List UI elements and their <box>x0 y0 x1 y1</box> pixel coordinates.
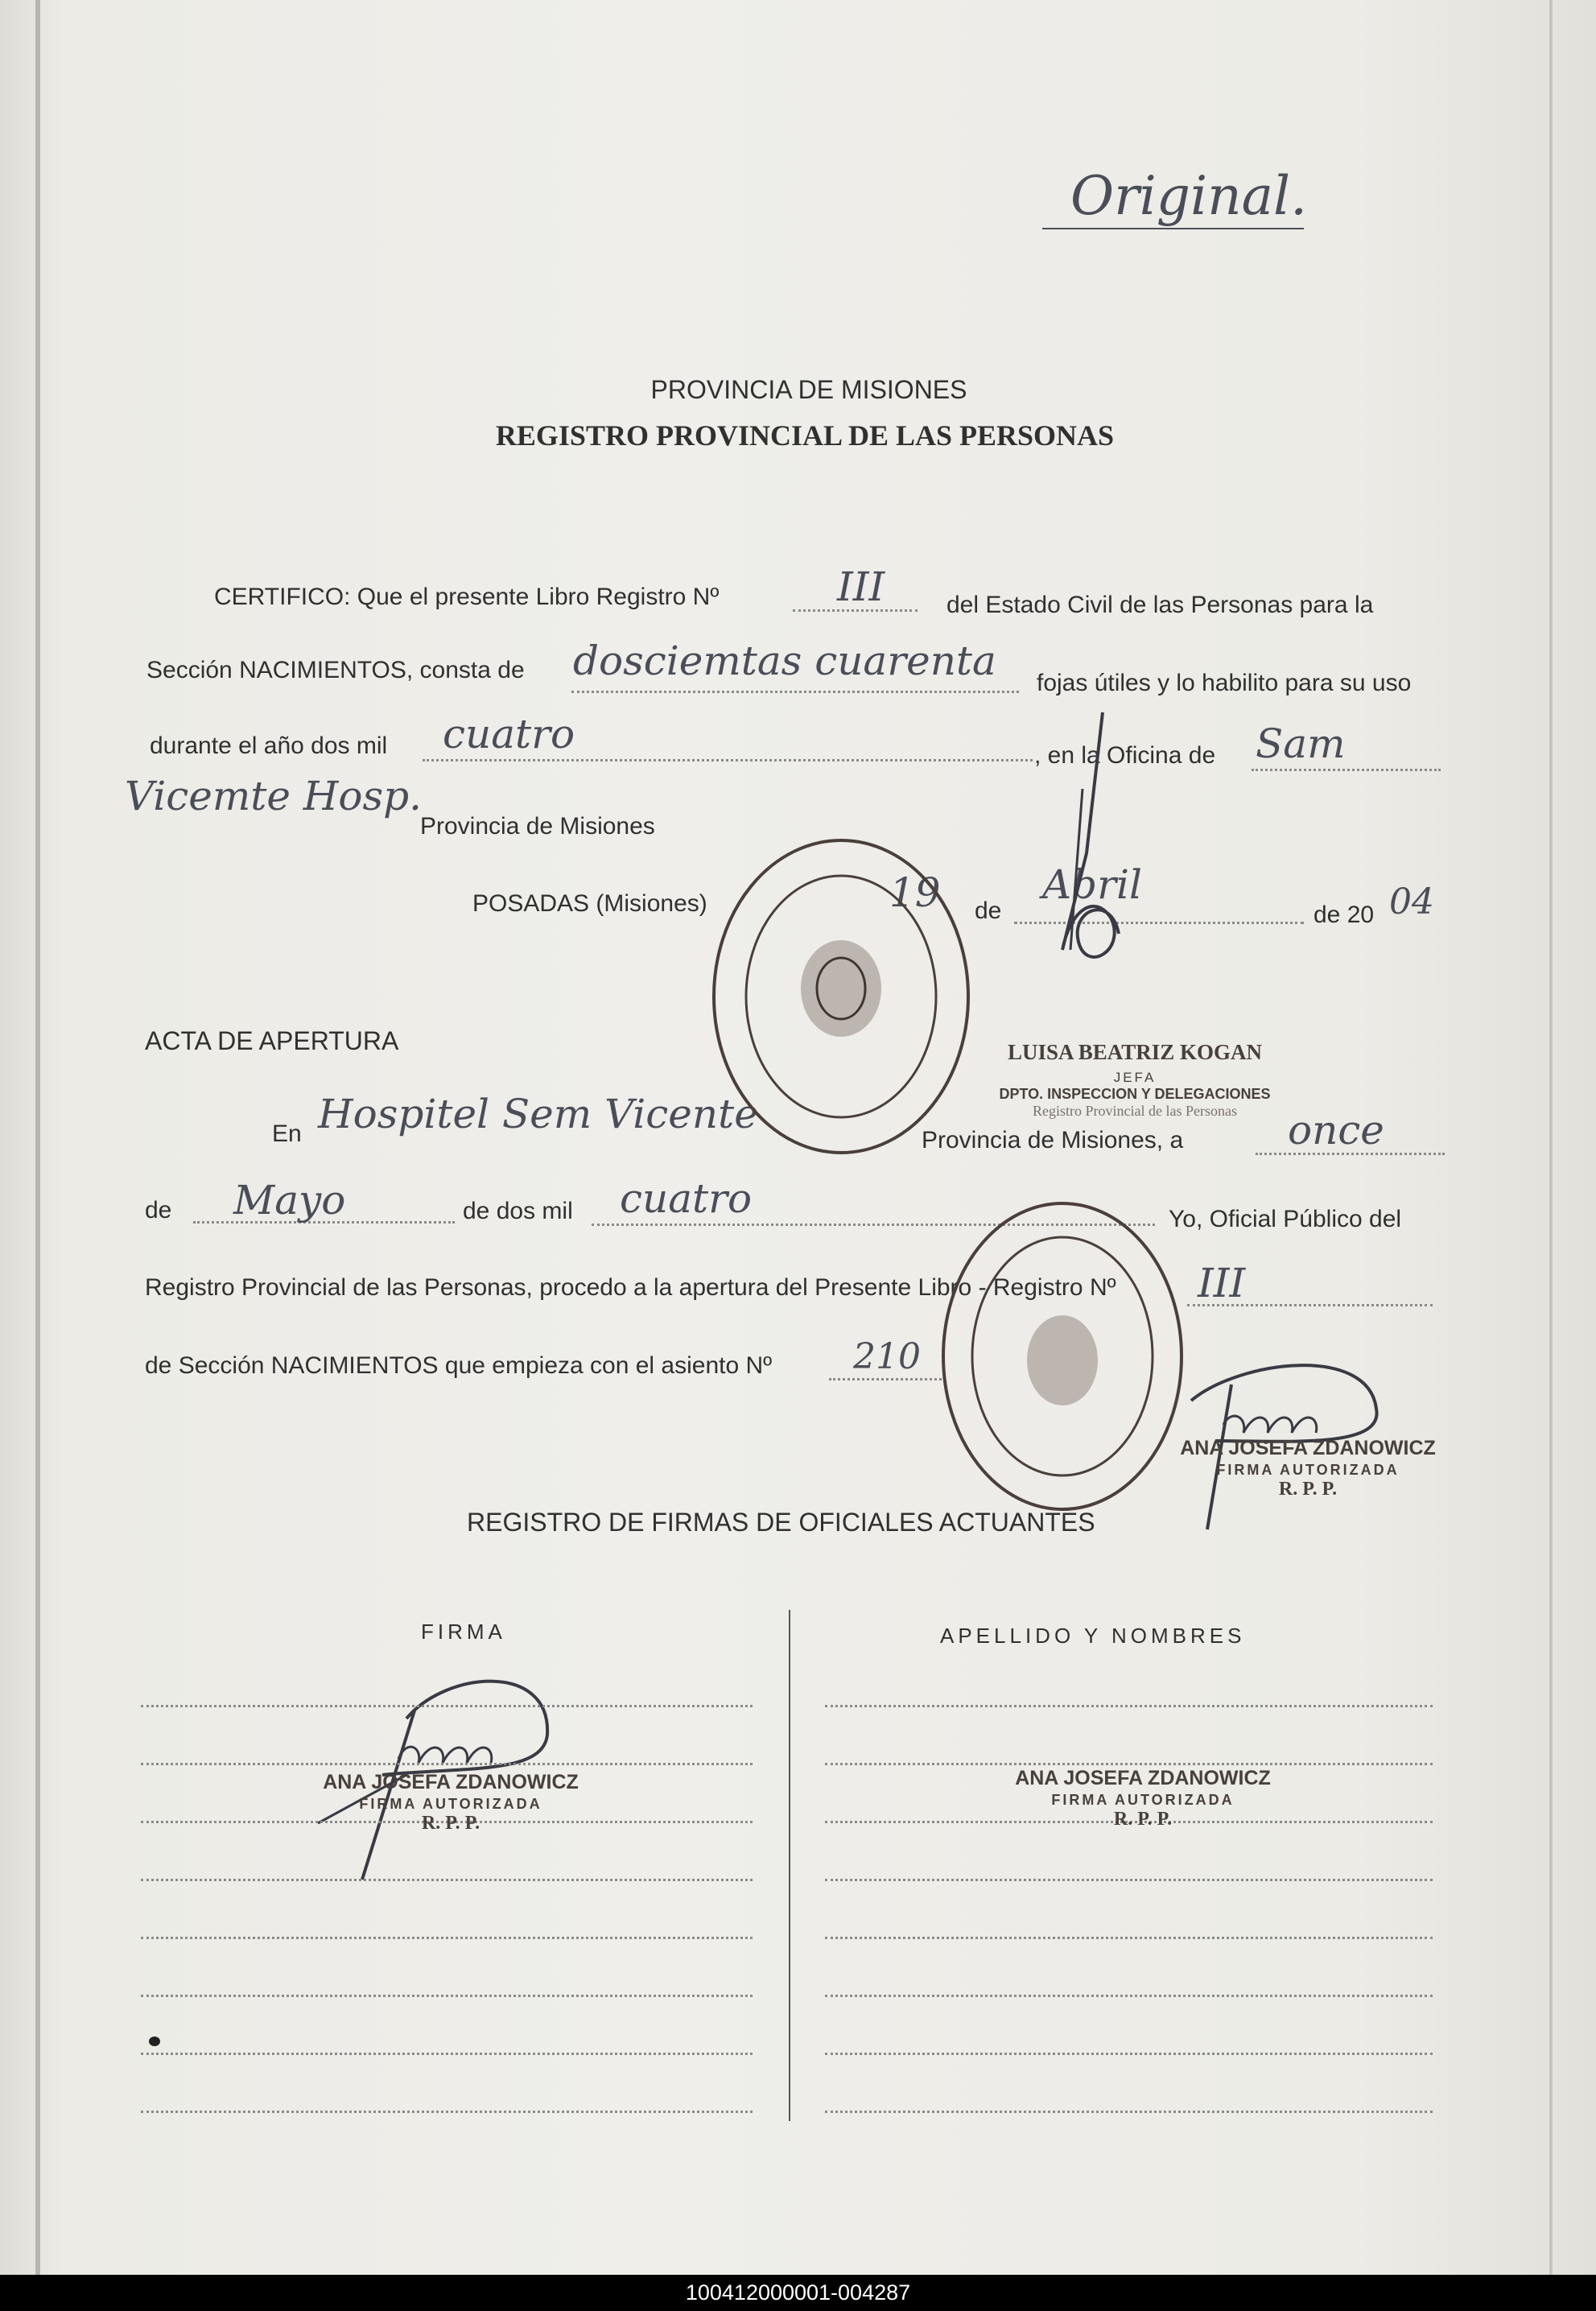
cert-line2-prefix: Sección NACIMIENTOS, consta de <box>146 657 525 683</box>
official-stamp-2 <box>290 1771 612 1834</box>
official-stamp-1-title: FIRMA AUTORIZADA <box>1216 1462 1400 1478</box>
col-apellido-nombres: APELLIDO Y NOMBRES <box>940 1624 1246 1648</box>
registry-heading: REGISTRO PROVINCIAL DE LAS PERSONAS <box>495 419 1115 452</box>
apertura-de: de <box>145 1197 172 1224</box>
signature-row-line <box>141 1995 753 1997</box>
cert-de2: de 20 <box>1314 902 1375 928</box>
signature-row-line <box>141 2111 753 2113</box>
official-stamp-3 <box>982 1767 1304 1830</box>
cert-place: POSADAS (Misiones) <box>472 890 707 917</box>
name-row-line <box>825 2111 1433 2113</box>
apertura-yo: Yo, Oficial Público del <box>1169 1206 1402 1232</box>
signature-row-line <box>141 1705 753 1707</box>
jefa-stamp-registry: Registro Provincial de las Personas <box>1033 1103 1237 1119</box>
apertura-book-number: III <box>1198 1260 1246 1306</box>
apertura-year-words: cuatro <box>620 1175 753 1222</box>
apertura-entry-number: 210 <box>853 1336 921 1377</box>
jefa-stamp <box>942 1040 1328 1120</box>
cert-month: Abril <box>1042 861 1142 908</box>
cert-office-part1: Sam <box>1256 720 1346 767</box>
official-stamp-1 <box>1147 1437 1469 1500</box>
apertura-prov: Provincia de Misiones, a <box>922 1127 1184 1153</box>
signature-row-line <box>141 2053 753 2055</box>
official-stamp-3-org: R. P. P. <box>1113 1809 1173 1830</box>
official-stamp-2-name: ANA JOSEFA ZDANOWICZ <box>323 1771 579 1793</box>
book-edge-left <box>35 0 40 2278</box>
original-underline <box>1042 228 1304 229</box>
jefa-stamp-title: JEFA <box>1113 1070 1157 1085</box>
cert-line1-prefix: CERTIFICO: Que el presente Libro Registro Nº <box>214 584 720 610</box>
ink-dot <box>149 2037 160 2046</box>
name-row-line <box>825 1705 1433 1707</box>
signature-row-line <box>141 1763 753 1765</box>
cert-line4-suffix: Provincia de Misiones <box>420 813 655 840</box>
cert-day: 19 <box>889 869 941 916</box>
province-heading: PROVINCIA DE MISIONES <box>650 375 967 404</box>
cert-de1: de <box>975 898 1002 924</box>
col-firma: FIRMA <box>421 1620 506 1644</box>
official-stamp-3-name: ANA JOSEFA ZDANOWICZ <box>1015 1767 1271 1789</box>
apertura-entry-field <box>829 1378 942 1380</box>
name-row-line <box>825 1763 1433 1765</box>
jefa-signature-icon <box>1038 708 1151 1030</box>
jefa-stamp-name: LUISA BEATRIZ KOGAN <box>1007 1040 1263 1064</box>
cert-line3-suffix: , en la Oficina de <box>1034 742 1216 769</box>
cert-office-field <box>1252 769 1441 771</box>
signatures-title: REGISTRO DE FIRMAS DE OFICIALES ACTUANTES <box>467 1508 1095 1537</box>
cert-year-digits: 04 <box>1389 881 1434 922</box>
cert-line3-prefix: durante el año dos mil <box>150 733 388 759</box>
ministry-seal-1 <box>708 836 974 1158</box>
name-row-line <box>825 1937 1433 1939</box>
official-stamp-1-org: R. P. P. <box>1278 1479 1338 1500</box>
apertura-month: Mayo <box>233 1177 346 1224</box>
book-edge-right <box>1549 0 1553 2278</box>
cert-office-part2: Vicemte Hosp. <box>125 773 423 819</box>
signature-row-line <box>141 1879 753 1881</box>
apertura-place: Hospitel Sem Vicente <box>318 1091 758 1137</box>
name-row-line <box>825 1879 1433 1881</box>
cert-year-field <box>423 759 1033 761</box>
official-stamp-1-name: ANA JOSEFA ZDANOWICZ <box>1180 1437 1436 1459</box>
official-stamp-2-org: R. P. P. <box>421 1813 480 1834</box>
signature-row-line <box>141 1937 753 1939</box>
apertura-title: ACTA DE APERTURA <box>145 1026 399 1055</box>
cert-line2-suffix: fojas útiles y lo habilito para su uso <box>1037 670 1412 696</box>
cert-book-number: III <box>837 563 885 610</box>
official-stamp-3-title: FIRMA AUTORIZADA <box>1051 1792 1235 1808</box>
cert-line1-suffix: del Estado Civil de las Personas para la <box>946 592 1374 618</box>
apertura-line4-prefix: de Sección NACIMIENTOS que empieza con el asiento Nº <box>145 1352 773 1379</box>
cert-folios-count: dosciemtas cuarenta <box>573 638 996 684</box>
cert-year-words: cuatro <box>443 711 575 757</box>
apertura-en: En <box>272 1120 302 1147</box>
cert-folios-field <box>571 691 1019 693</box>
original-annotation: Original. <box>1070 165 1308 227</box>
apertura-day-words: once <box>1288 1107 1384 1153</box>
name-row-line <box>825 2053 1433 2055</box>
jefa-stamp-dept: DPTO. INSPECCION Y DELEGACIONES <box>999 1086 1271 1102</box>
name-row-line <box>825 1995 1433 1997</box>
official-stamp-2-title: FIRMA AUTORIZADA <box>359 1796 542 1812</box>
apertura-line3-prefix: Registro Provincial de las Personas, procedo a la apertura del Presente Libro - Registro Nº <box>145 1274 1116 1301</box>
apertura-dos-mil: de dos mil <box>463 1198 573 1224</box>
footer-id: 100412000001-004287 <box>0 2275 1596 2311</box>
table-divider <box>789 1610 790 2121</box>
